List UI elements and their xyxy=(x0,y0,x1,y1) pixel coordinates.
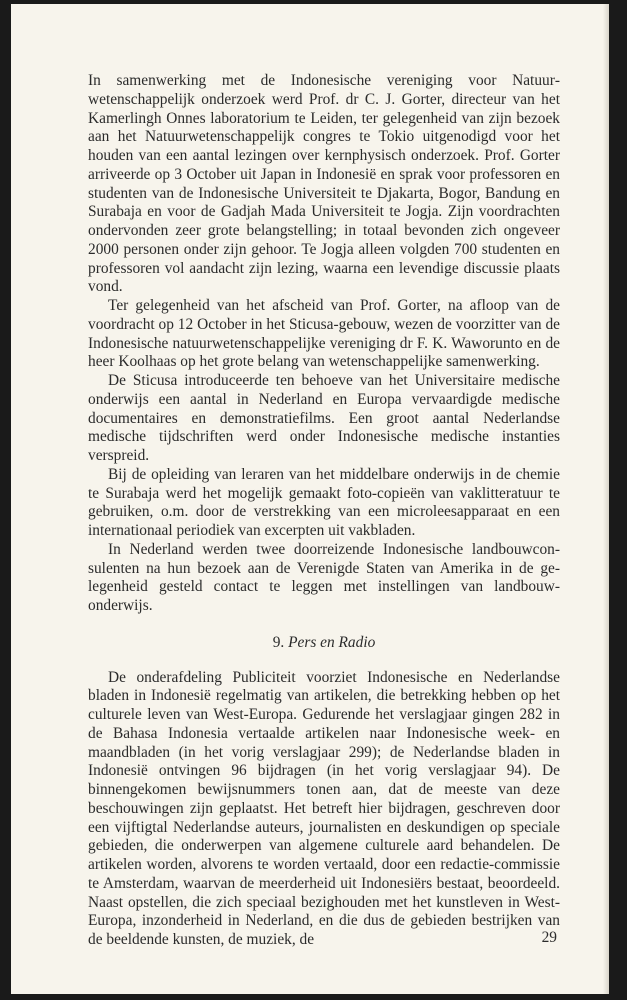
section-heading xyxy=(88,634,560,653)
page-edge-shadow xyxy=(603,4,609,994)
paragraph: Bij de opleiding van leraren van het middelbare onderwijs in de chemie te Surabaja werd het mogelijk gemaakt foto-copieën van vaklitteratuur te gebruiken, o.m. door de verstrekking van een microleesapparaat en een internationaal periodiek van excerpten uit vakbladen. xyxy=(88,465,560,539)
body-text xyxy=(88,72,560,950)
page-number: 29 xyxy=(541,929,557,946)
paragraph: In samenwerking met de Indonesische vereniging voor Natuurwetenschappelijk onderzoek werd Prof. dr C. J. Gorter, directeur van het Kamerlingh Onnes laboratorium te Leiden, ter gelegenheid van zijn bezoek aan het Natuurwetenschappelijk congres te Tokio uitgenodigd voor het houden van een aantal lezingen over kernphysisch onderzoek. Prof. Gorter arriveerde op 3 October uit Japan in Indonesië en sprak voor professoren en studenten van de Indonesische Universiteit te Djakarta, Bogor, Bandung en Surabaja en voor de Gadjah Mada Universiteit te Jogja. Zijn voordrachten ondervonden zeer grote belangstelling; in totaal bevonden zich ongeveer 2000 personen onder zijn gehoor. Te Jogja alleen volgden 700 studenten en professoren vol aandacht zijn lezing, waarna een levendige discussie plaats vond. xyxy=(88,72,560,296)
document-page xyxy=(11,4,609,994)
paragraph: De onderafdeling Publiciteit voorziet Indonesische en Nederlandse bladen in Indonesië regelmatig van artikelen, die betrekking hebben op het culturele leven van West-Europa. Gedurende het verslagjaar gingen 282 in de Bahasa Indonesia vertaalde artikelen naar Indonesische week- en maandbladen (in het vorig verslagjaar 299); de Nederlandse bladen in Indonesië ontvingen 96 bijdragen (in het vorig verslagjaar 94). De binnengekomen bewijsnummers tonen aan, dat de meeste van deze beschouwingen zijn geplaatst. Het betreft hier bijdragen, geschreven door een vijftigtal Nederlandse auteurs, journalisten en deskundigen op speciale gebieden, die onderwerpen van algemene culturele aard behandelen. De artikelen worden, alvorens te worden vertaald, door een redactie-commissie te Amsterdam, waarvan de meerderheid uit Indonesiërs bestaat, beoordeeld. Naast opstellen, die zich speciaal bezighouden met het kunstleven in West-Europa, inzonderheid in Nederland, en die dus de gebieden bestrijken van de beeldende kunsten, de muziek, de xyxy=(88,668,560,948)
section-number: 9. xyxy=(272,633,285,651)
section-title: Pers en Radio xyxy=(288,633,376,651)
paragraph: De Sticusa introduceerde ten behoeve van het Universitaire medische onderwijs een aantal in Nederland en Europa vervaardigde medische documentaires en demonstratiefilms. Een groot aantal Nederlandse medische tijdschriften werd onder Indonesische medische instanties verspreid. xyxy=(88,372,560,464)
paragraph: Ter gelegenheid van het afscheid van Prof. Gorter, na afloop van de voordracht op 12 October in het Sticusa-gebouw, wezen de voorzitter van de Indonesische natuurwetenschappelijke vereniging dr F. K. Waworunto en de heer Koolhaas op het grote belang van wetenschappelijke samenwerking. xyxy=(88,297,560,371)
paragraph: In Nederland werden twee doorreizende Indonesische landbouwconsulenten na hun bezoek aan de Verenigde Staten van Amerika in de gelegenheid gesteld contact te leggen met instellingen van landbouwonderwijs. xyxy=(88,540,560,614)
